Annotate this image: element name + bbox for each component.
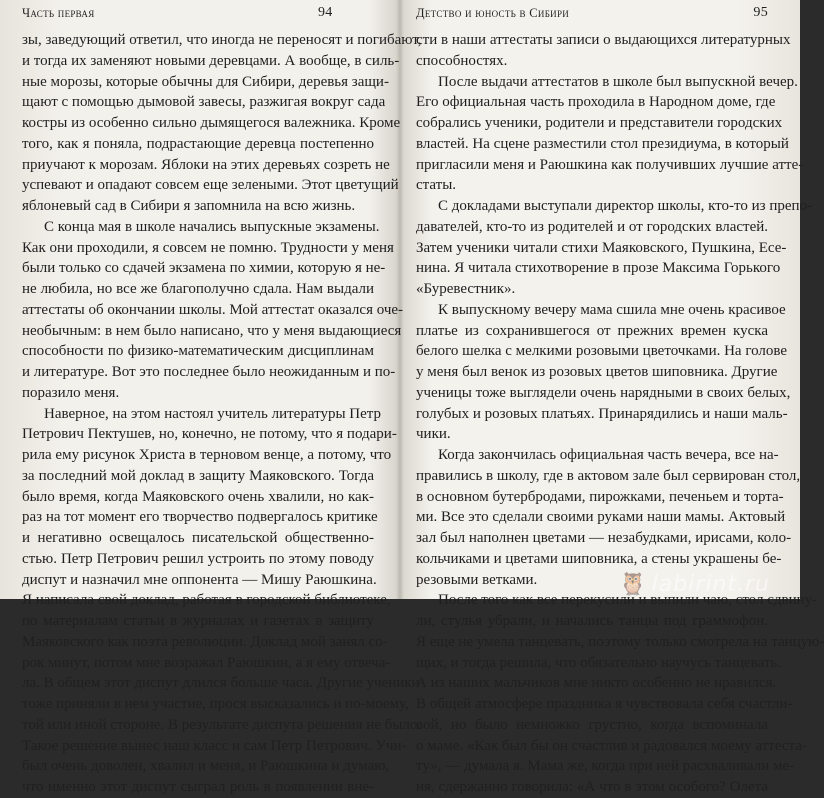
text-line: и тогда их заменяют новыми деревцами. А вообще, в силь- — [22, 52, 400, 69]
text-line: ученицы тоже выглядели очень нарядными в своих белых, — [416, 384, 791, 401]
text-line: Как они проходили, я совсем не помню. Трудности у меня — [22, 239, 394, 256]
text-line: приучают к морозам. Яблоки на этих деревьях созреть не — [22, 156, 390, 173]
text-line: давателей, кто-то из родителей и от городских властей. — [416, 218, 768, 235]
text-line: костры из особенно сильно дымящегося валежника. Кроме — [22, 115, 401, 131]
text-line: Такое решение вынес наш класс и сам Петр Петрович. Учи- — [22, 737, 407, 754]
text-line: К выпускному вечеру мама сшила мне очень красивое — [438, 301, 786, 318]
text-line: А из наших мальчиков мне никто особенно не нравился. — [416, 675, 777, 692]
text-line: Когда закончилась официальная часть вечера, все на- — [438, 447, 779, 463]
left-page-number: 94 — [318, 5, 333, 20]
text-line: были только со сдачей экзамена по химии, которую я не- — [22, 260, 386, 277]
text-line: С конца мая в школе начались выпускные экзамены. — [44, 218, 380, 235]
text-line: голубых и розовых платьях. Принарядились и наши маль- — [416, 405, 788, 422]
text-line: диспут и назначил мне оппонента — Мишу Раюшкина. — [22, 571, 377, 588]
text-line: властей. На сцене разместили стол президиума, в который — [416, 135, 789, 152]
text-line: щих, и тогда решила, что обязательно научусь танцевать. — [416, 654, 781, 671]
text-line: не любила, но все же благополучно сдала. Нам выдали — [22, 281, 374, 297]
right-running-header — [416, 6, 768, 24]
text-line: что именно этот диспут сыграл роль в появлении вне- — [22, 779, 374, 795]
right-running-head: Детство и юность в Сибири — [416, 6, 570, 20]
text-line: ли, стулья убрали, и начались танцы под граммофон. — [416, 613, 768, 629]
text-line: правились в школу, где в актовом зале был сервирован стол, — [416, 467, 801, 484]
text-line: за последний мой доклад в защиту Маяковского. Тогда — [22, 467, 374, 484]
text-line: стью. Петр Петрович решил устроить по этому поводу — [22, 550, 374, 567]
text-line: и литературе. Вот это последнее было неожиданным и по- — [22, 364, 396, 380]
text-line: аттестаты об окончании школы. Мой аттестат оказался оче- — [22, 301, 404, 318]
text-line: резовыми ветками. — [416, 571, 538, 588]
text-line: ла. В общем этот диспут длился больше часа. Другие ученики — [22, 675, 420, 692]
text-line: статы. — [416, 177, 457, 194]
text-line: чики. — [416, 426, 451, 443]
text-line: успевают и опадают совсем еще зелеными. Этот цветущий — [22, 177, 399, 194]
right-page — [416, 0, 824, 795]
text-line: ми. Все это сделали своими руками наши мамы. Актовый — [416, 509, 786, 526]
right-page-text — [416, 30, 824, 798]
text-line: по материалам статьи в журналах и газетах в защиту — [22, 613, 374, 629]
watermark — [619, 572, 770, 597]
left-running-head: Часть первая — [22, 6, 95, 20]
text-line: в основном бутербродами, пирожками, печеньем и торта- — [416, 488, 784, 505]
owl-icon: 🦉 — [619, 572, 648, 597]
text-line: Маяковского как поэта революции. Доклад мой занял со- — [22, 633, 388, 650]
text-line: После выдачи аттестатов в школе был выпускной вечер. — [438, 73, 798, 90]
text-line: сти в наши аттестаты записи о выдающихся литературных — [416, 32, 791, 48]
text-line: поразило меня. — [22, 384, 120, 401]
text-line: Затем ученики читали стихи Маяковского, Пушкина, Есе- — [416, 239, 787, 256]
text-line: вой, но было немножко грустно, когда вспоминала — [416, 716, 768, 733]
text-line: ту», — думала я. Мама же, когда при ней расхваливали ме- — [416, 758, 795, 775]
text-line: того, как я поняла, подрастающие деревца постепенно — [22, 135, 374, 152]
text-line: и негативно освещалось писательской общественно- — [22, 530, 374, 546]
text-line: ные морозы, которые обычны для Сибири, деревья защи- — [22, 73, 389, 90]
text-line: необычным: в нем было написано, что у меня выдающиеся — [22, 322, 402, 339]
left-page — [22, 0, 422, 795]
text-line: тоже приняли в нем участие, прося высказались и по-моему, — [22, 696, 409, 712]
text-line: той или иной стороне. В результате диспута решения не было. — [22, 716, 422, 733]
text-line: способностях. — [416, 52, 508, 69]
text-line: собрались ученики, родители и представители городских — [416, 115, 783, 131]
text-line: платье из сохранившегося от прежних времен куска — [416, 322, 768, 339]
text-line: Я написала свой доклад, работая в городской библиотеке, — [22, 592, 391, 609]
text-line: рила ему рисунок Христа в терновом венце, а потому, что — [22, 447, 392, 463]
text-line: у меня был венок из розовых цветов шиповника. Другие — [416, 364, 778, 380]
text-line: щают с помощью дымовой завесы, разжигая вокруг сада — [22, 94, 386, 111]
text-line: Я еще не умела танцевать, поэтому только смотрела на танцую- — [416, 633, 824, 650]
text-line: зы, заведующий ответил, что иногда не переносят и погибают, — [22, 32, 422, 48]
text-line: о маме. «Как был бы он счастлив и радовался моему аттеста- — [416, 737, 807, 754]
text-line: ня, сдержанно говорила: «А что в этом особого? Олета — [416, 779, 768, 795]
text-line: нина. Я читала стихотворение в прозе Максима Горького — [416, 260, 781, 277]
text-line: был очень доволен, хвалил и меня, и Раюшкина и думаю, — [22, 758, 390, 775]
text-line: было время, когда Маяковского очень хвалили, но как- — [22, 488, 374, 505]
text-line: Наверное, на этом настоял учитель литературы Петр — [44, 405, 382, 422]
text-line: Его официальная часть проходила в Народном доме, где — [416, 94, 776, 111]
text-line: В общей атмосфере праздника я чувствовала себя счастли- — [416, 696, 793, 712]
watermark-text: labirint.ru — [651, 572, 770, 597]
left-running-header — [22, 6, 374, 24]
text-line: С докладами выступали директор школы, кто-то из препо- — [438, 198, 813, 214]
text-line: яблоневый сад в Сибири я запомнила на всю жизнь. — [22, 198, 356, 214]
right-page-number: 95 — [753, 5, 768, 20]
text-line: Петрович Пектушев, но, конечно, не потому, что я подари- — [22, 426, 397, 443]
text-line: способности по физико-математическим дисциплинам — [22, 343, 374, 360]
text-line: рок минут, потом мне возражал Раюшкин, а я ему отвеча- — [22, 654, 391, 671]
text-line: белого шелка с мелкими розовыми цветочками. На голове — [416, 343, 788, 360]
text-line: «Буревестник». — [416, 281, 516, 297]
text-line: кольчиками и цветами шиповника, а стены украшены бе- — [416, 550, 782, 567]
text-line: пригласили меня и Раюшкина как получивших лучшие атте- — [416, 156, 804, 173]
text-line: зал был наполнен цветами — незабудками, ирисами, коло- — [416, 530, 792, 546]
left-page-text — [22, 30, 422, 798]
text-line: После того как все перекусили и выпили чаю, стол сдвину- — [438, 592, 818, 609]
text-line: раз на тот момент его творчество подвергалось критике — [22, 509, 378, 526]
